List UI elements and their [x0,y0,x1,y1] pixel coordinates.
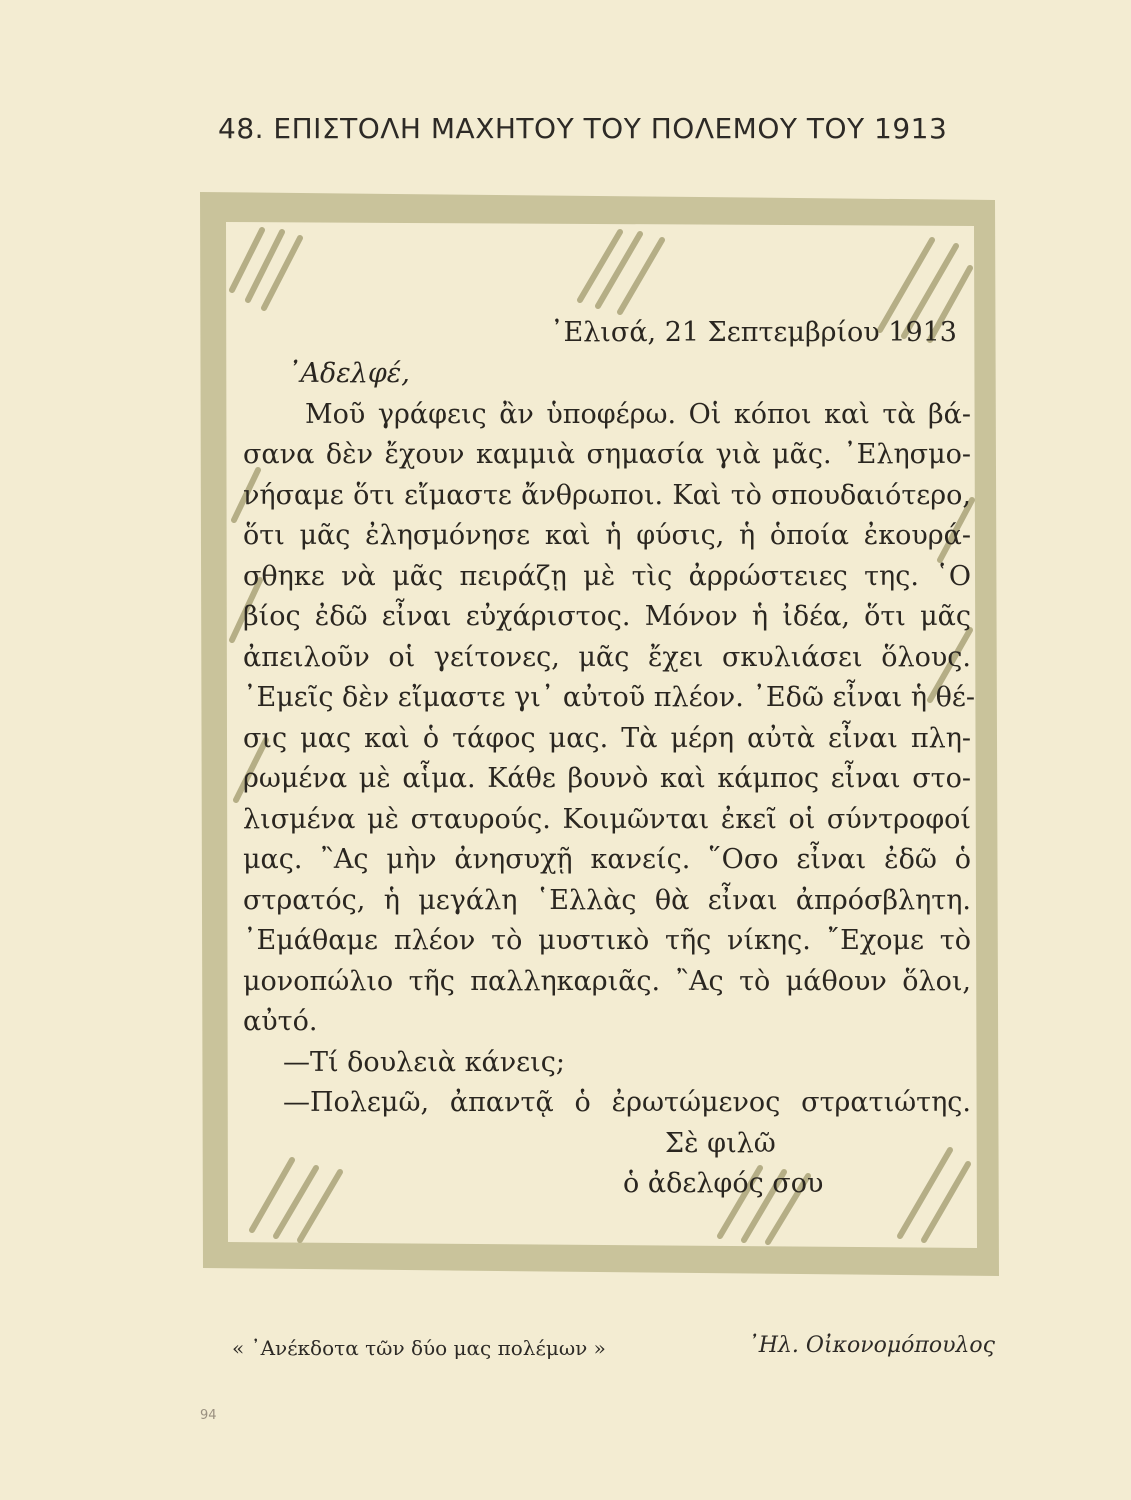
letter-line: στρατός, ἡ μεγάλη ῾Ελλὰς θὰ εἶναι ἀπρόσβλητη. [243,885,971,916]
dialogue-line: —Τί δουλειὰ κάνεις; [283,1047,565,1078]
author-name: ᾿Ηλ. Οἰκονομόπουλος [747,1333,995,1358]
letter-line: λισμένα μὲ σταυρούς. Κοιμῶνται ἐκεῖ οἱ σύντροφοί [243,804,971,835]
letter-line: σανα δὲν ἔχουν καμμιὰ σημασία γιὰ μᾶς. ᾿Ελησμο- [243,439,971,470]
source-citation: « ᾿Ανέκδοτα τῶν δύο μας πολέμων » [232,1336,606,1360]
dialogue-line: —Πολεμῶ, ἀπαντᾷ ὁ ἐρωτώμενος στρατιώτης. [283,1087,971,1118]
letter-salutation: ᾿Αδελφέ, [287,358,410,389]
letter-line: βίος ἐδῶ εἶναι εὐχάριστος. Μόνον ἡ ἰδέα, ὅτι μᾶς [243,601,971,632]
letter-line: σθηκε νὰ μᾶς πειράζῃ μὲ τὶς ἀρρώστειες της. ῾Ο [243,561,971,592]
letter-line: μονοπώλιο τῆς παλληκαριᾶς. ῍Ας τὸ μάθουν ὅλοι, [243,966,971,997]
letter-line: αὐτό. [243,1006,318,1037]
letter-line: ᾿Εμεῖς δὲν εἴμαστε γι᾿ αὐτοῦ πλέον. ᾿Εδῶ εἶναι ἡ θέ- [243,682,975,713]
page-number: 94 [200,1408,217,1423]
letter-body [243,300,973,1200]
letter-date: ᾿Ελισά, 21 Σεπτεμβρίου 1913 [549,317,957,348]
letter-line: νήσαμε ὅτι εἴμαστε ἄνθρωποι. Καὶ τὸ σπουδαιότερο, [243,480,971,511]
letter-line: ᾿Εμάθαμε πλέον τὸ μυστικὸ τῆς νίκης. ῎Εχομε τὸ [243,925,971,956]
letter-line: μας. ῍Ας μὴν ἀνησυχῇ κανείς. ῞Οσο εἶναι ἐδῶ ὁ [243,844,971,875]
letter-line: Μοῦ γράφεις ἂν ὑποφέρω. Οἱ κόποι καὶ τὰ βά- [305,399,971,430]
letter-line: σις μας καὶ ὁ τάφος μας. Τὰ μέρη αὐτὰ εἶναι πλη- [243,723,971,754]
letter-line: ὅτι μᾶς ἐλησμόνησε καὶ ἡ φύσις, ἡ ὁποία ἐκουρά- [243,520,971,551]
closing-line: Σὲ φιλῶ [665,1128,776,1159]
letter-line: ἀπειλοῦν οἱ γείτονες, μᾶς ἔχει σκυλιάσει ὅλους. [243,642,971,673]
closing-signature: ὁ ἀδελφός σου [623,1168,824,1199]
letter-line: ρωμένα μὲ αἷμα. Κάθε βουνὸ καὶ κάμπος εἶναι στο- [243,763,971,794]
page-title: 48. ΕΠΙΣΤΟΛΗ ΜΑΧΗΤΟΥ ΤΟΥ ΠΟΛΕΜΟΥ ΤΟΥ 1913 [218,112,948,145]
